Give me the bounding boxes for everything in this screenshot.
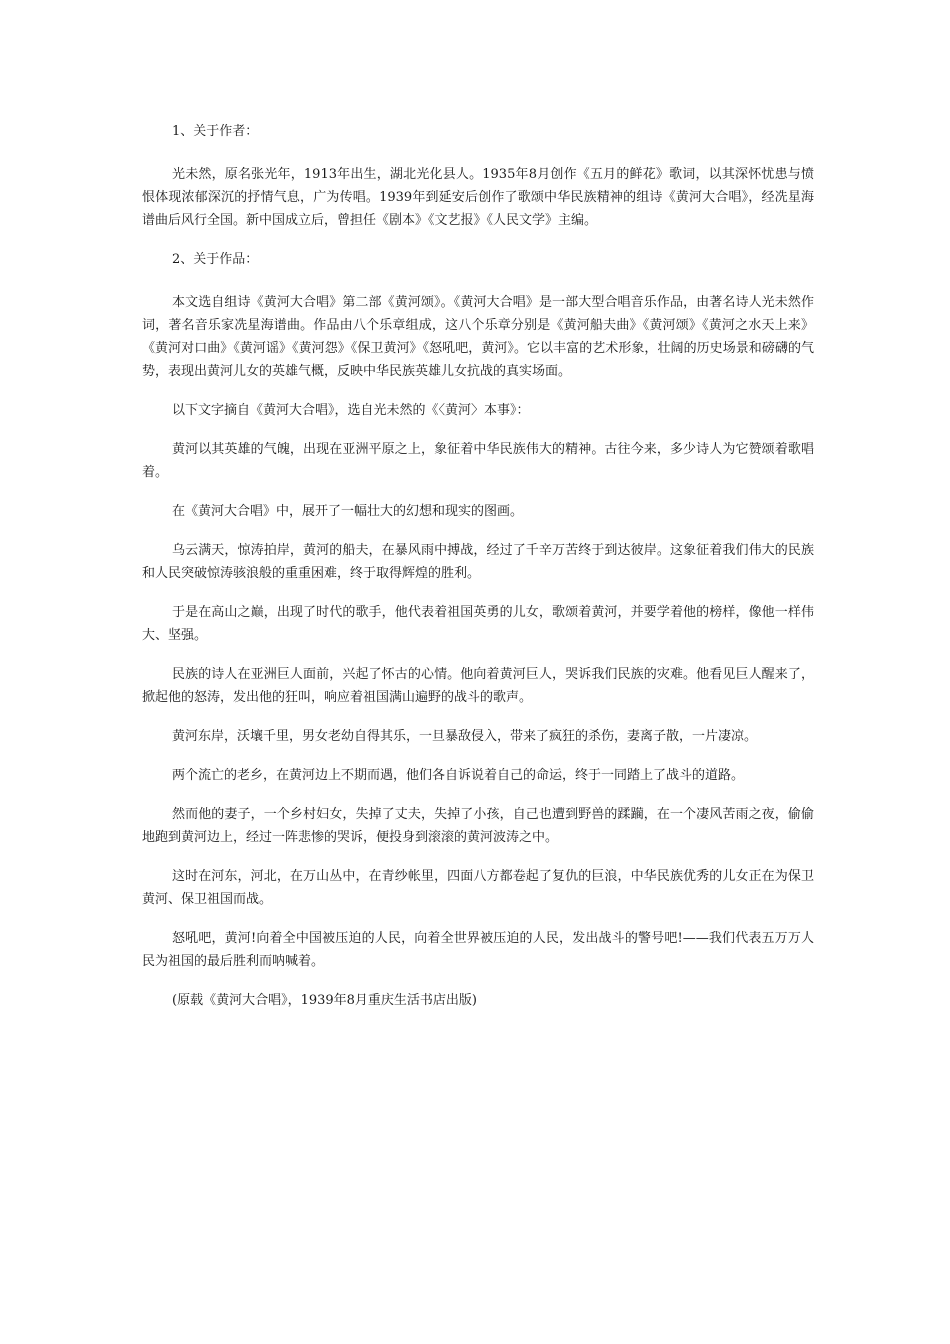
excerpt-paragraph: 乌云满天，惊涛拍岸，黄河的船夫，在暴风雨中搏战，经过了千辛万苦终于到达彼岸。这象征着我们伟大的民族和人民突破惊涛骇浪般的重重困难，终于取得辉煌的胜利。 [142,543,814,581]
excerpt-intro: 以下文字摘自《黄河大合唱》，选自光未然的《〈黄河〉本事》： [172,403,530,418]
author-paragraph: 光未然，原名张光年，1913年出生，湖北光化县人。1935年8月创作《五月的鲜花》歌词，以其深怀忧患与愤恨体现浓郁深沉的抒情气息，广为传唱。1939年到延安后创作了歌颂中华民族精神的组诗《黄河大合唱》，经冼星海谱曲后风行全国。新中国成立后，曾担任《剧本》《文艺报》《人民文学》主编。 [142,167,814,228]
excerpt-paragraph: 然而他的妻子，一个乡村妇女，失掉了丈夫，失掉了小孩，自己也遭到野兽的蹂躏，在一个凄风苦雨之夜，偷偷地跑到黄河边上，经过一阵悲惨的哭诉，便投身到滚滚的黄河波涛之中。 [142,807,814,845]
section-heading-author: 1、关于作者： [172,124,259,139]
excerpt-paragraph: 怒吼吧，黄河!向着全中国被压迫的人民，向着全世界被压迫的人民，发出战斗的警号吧!——我们代表五万万人民为祖国的最后胜利而呐喊着。 [142,931,814,969]
excerpt-paragraph: 民族的诗人在亚洲巨人面前，兴起了怀古的心情。他向着黄河巨人，哭诉我们民族的灾难。他看见巨人醒来了，掀起他的怒涛，发出他的狂叫，响应着祖国满山遍野的战斗的歌声。 [142,667,814,705]
excerpt-paragraph: 黄河以其英雄的气魄，出现在亚洲平原之上，象征着中华民族伟大的精神。古往今来，多少诗人为它赞颂着歌唱着。 [142,442,814,480]
excerpt-paragraph: 这时在河东，河北，在万山丛中，在青纱帐里，四面八方都卷起了复仇的巨浪，中华民族优秀的儿女正在为保卫黄河、保卫祖国而战。 [142,869,814,907]
excerpt-paragraph: 在《黄河大合唱》中，展开了一幅壮大的幻想和现实的图画。 [172,504,524,519]
excerpt-paragraph: 黄河东岸，沃壤千里，男女老幼自得其乐，一旦暴敌侵入，带来了疯狂的杀伤，妻离子散，一片凄凉。 [172,729,758,744]
work-paragraph: 本文选自组诗《黄河大合唱》第二部《黄河颂》。《黄河大合唱》是一部大型合唱音乐作品，由著名诗人光未然作词，著名音乐家冼星海谱曲。作品由八个乐章组成，这八个乐章分别是《黄河船夫曲》《黄河颂》《黄河之水天上来》《黄河对口曲》《黄河谣》《黄河怨》《保卫黄河》《怒吼吧，黄河》。它以丰富的艺术形象，壮阔的历史场景和磅礴的气势，表现出黄河儿女的英雄气概，反映中华民族英雄儿女抗战的真实场面。 [142,295,814,379]
document-body [142,120,814,1028]
section-heading-work: 2、关于作品： [172,252,259,267]
excerpt-paragraph: 两个流亡的老乡，在黄河边上不期而遇，他们各自诉说着自己的命运，终于一同踏上了战斗的道路。 [172,768,745,783]
excerpt-paragraph: 于是在高山之巅，出现了时代的歌手，他代表着祖国英勇的儿女，歌颂着黄河，并要学着他的榜样，像他一样伟大、坚强。 [142,605,814,643]
source-note: (原载《黄河大合唱》，1939年8月重庆生活书店出版) [172,993,477,1008]
